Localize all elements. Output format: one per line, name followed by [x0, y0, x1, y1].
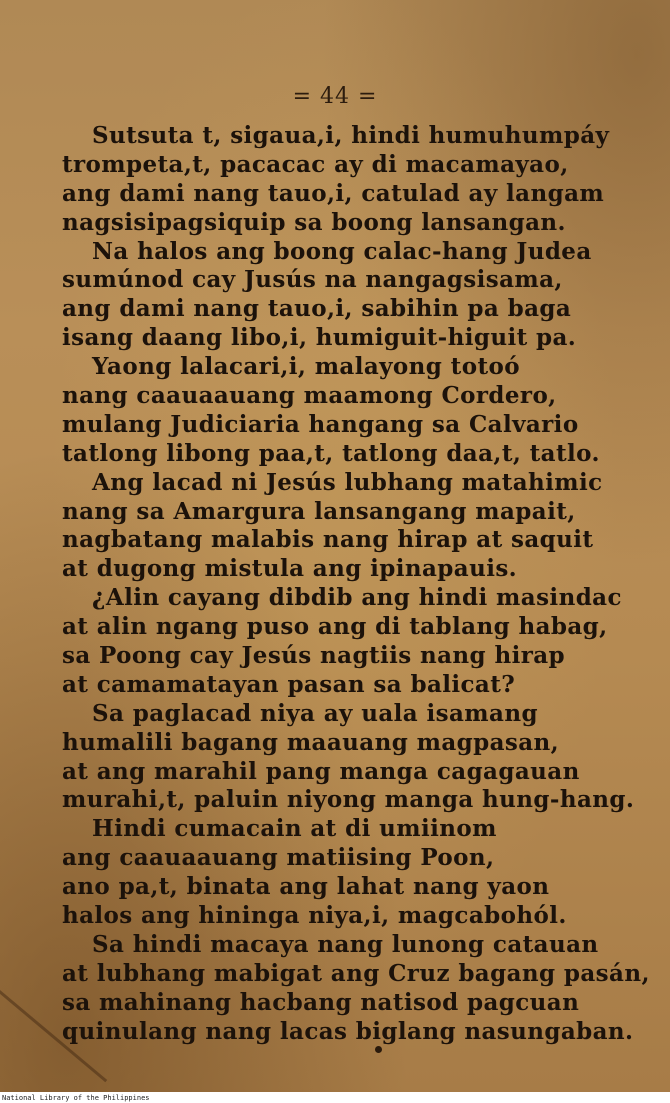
verse-line: trompeta,t, pacacac ay di macamayao, [62, 150, 569, 178]
verse-line: nang sa Amargura lansangang mapait, [62, 497, 576, 525]
verse-line: sa mahinang hacbang natisod pagcuan [62, 988, 580, 1016]
verse-line: sa Poong cay Jesús nagtiis nang hirap [62, 642, 566, 670]
page-number: = 44 = [292, 84, 378, 109]
ink-dot [375, 1046, 382, 1053]
verse-line: Sa hindi macaya nang lunong catauan [92, 930, 599, 958]
verse-line: ¿Alin cayang dibdib ang hindi masindac [92, 584, 622, 612]
verse-line: Yaong lalacari,i, malayong totoó [92, 353, 520, 381]
library-credit: National Library of the Philippines [2, 1094, 150, 1102]
verse-line: sumúnod cay Jusús na nangagsisama, [62, 266, 563, 294]
stanza [62, 238, 652, 354]
verse-line: ano pa,t, binata ang lahat nang yaon [62, 873, 550, 901]
verse-line: mulang Judiciaria hangang sa Calvario [62, 410, 579, 438]
verse-line: murahi,t, paluin niyong manga hung-hang. [62, 786, 635, 814]
verse-line: at camamatayan pasan sa balicat? [62, 670, 516, 698]
stanza [62, 700, 652, 816]
verse-line: nagbatang malabis nang hirap at saquit [62, 526, 594, 554]
verse-line: ang dami nang tauo,i, sabihin pa baga [62, 295, 572, 323]
verse-line: Sa paglacad niya ay uala isamang [92, 699, 538, 727]
verse-line: ang caauaauang matiising Poon, [62, 844, 495, 872]
verse-line: nang caauaauang maamong Cordero, [62, 382, 557, 410]
stanza [62, 931, 652, 1047]
verse-line: Hindi cumacain at di umiinom [92, 815, 497, 843]
verse-line: Ang lacad ni Jesús lubhang matahimic [92, 468, 603, 496]
verse-line: at dugong mistula ang ipinapauis. [62, 555, 518, 583]
verse-line: isang daang libo,i, humiguit-higuit pa. [62, 324, 577, 352]
stanza [62, 122, 652, 238]
stanza [62, 469, 652, 585]
verse-line: ang dami nang tauo,i, catulad ay langam [62, 179, 605, 207]
stanza [62, 815, 652, 931]
verse-line: quinulang nang lacas biglang nasungaban. [62, 1017, 634, 1045]
stanza [62, 353, 652, 469]
verse-line: at alin ngang puso ang di tablang habag, [62, 613, 608, 641]
verse-line: humalili bagang maauang magpasan, [62, 728, 560, 756]
verse-line: at ang marahil pang manga cagagauan [62, 757, 580, 785]
verse-line: Na halos ang boong calac-hang Judea [92, 237, 592, 265]
verse-line: at lubhang mabigat ang Cruz bagang pasán, [62, 959, 650, 987]
verse-line: nagsisipagsiquip sa boong lansangan. [62, 208, 566, 236]
verse-line: halos ang hininga niya,i, magcabohól. [62, 902, 567, 930]
verse-line: tatlong libong paa,t, tatlong daa,t, tatlo. [62, 439, 600, 467]
verse-line: Sutsuta t, sigaua,i, hindi humuhumpáy [92, 122, 610, 149]
stanza [62, 584, 652, 700]
poem-body [62, 122, 652, 1047]
